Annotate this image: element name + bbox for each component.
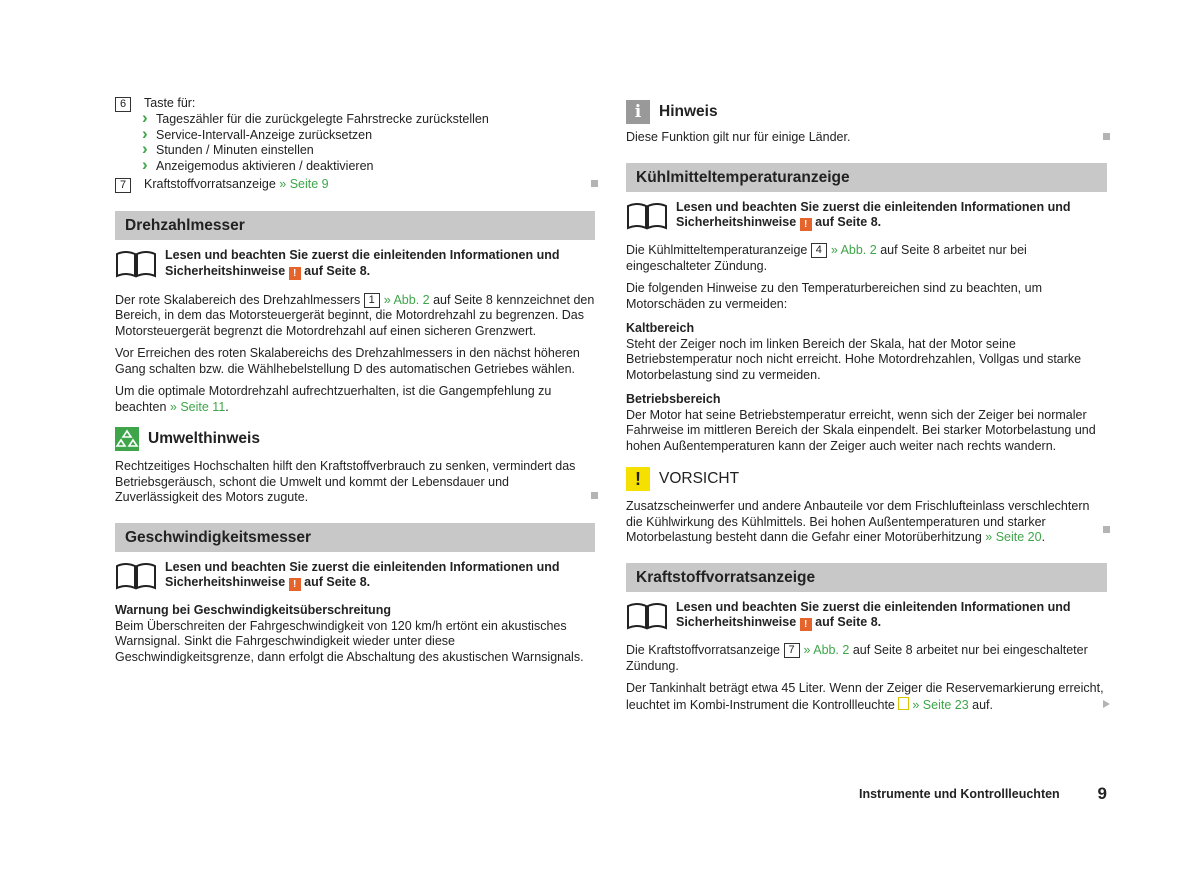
note-title: Hinweis bbox=[659, 103, 718, 121]
warning-icon: ! bbox=[289, 267, 301, 280]
text: Die Kraftstoffvorratsanzeige bbox=[626, 643, 781, 657]
figure-link[interactable]: » Abb. 2 bbox=[383, 292, 430, 307]
caution-title: VORSICHT bbox=[659, 470, 740, 488]
paragraph bbox=[626, 681, 1107, 713]
text: Um die optimale Motordrehzahl aufrechtzuerhalten, ist die Gangempfehlung zu beachten bbox=[115, 384, 552, 414]
paragraph bbox=[626, 499, 1107, 546]
paragraph: Vor Erreichen des roten Skalabereichs des Drehzahlmessers in den nächst höheren Gang schalten bzw. die Wählhebelstellung D des automatischen Getriebes wählen. bbox=[115, 346, 580, 376]
read-first-text: Lesen und beachten Sie zuerst die einleitenden Informationen und Sicherheitshinweise bbox=[676, 599, 1071, 629]
page-link[interactable]: » Seite 23 bbox=[912, 697, 969, 712]
caution-header bbox=[626, 467, 1107, 491]
paragraph: Steht der Zeiger noch im linken Bereich der Skala, hat der Motor seine Betriebstemperatur noch nicht erreicht. Hohe Motordrehzahlen, Vollgas und starke Motorbelastung sind zu vermeiden. bbox=[626, 336, 1082, 382]
page-link[interactable]: » Seite 9 bbox=[279, 177, 329, 191]
read-first-text: Lesen und beachten Sie zuerst die einleitenden Informationen und Sicherheitshinweise bbox=[165, 248, 560, 278]
list-item: › Stunden / Minuten einstellen bbox=[142, 143, 595, 159]
fuel-paragraph-block bbox=[626, 681, 1107, 713]
warning-icon: ! bbox=[800, 618, 812, 631]
legend-sublist bbox=[142, 112, 595, 174]
page-link[interactable]: » Seite 20 bbox=[985, 530, 1042, 544]
paragraph: Die folgenden Hinweise zu den Temperaturbereichen sind zu beachten, um Motorschäden zu vermeiden: bbox=[626, 281, 1042, 311]
text: auf Seite 8 arbeitet nur bei eingeschalteter Zündung. bbox=[626, 643, 1088, 673]
paragraph: Diese Funktion gilt nur für einige Länder. bbox=[626, 130, 851, 144]
warning-icon: ! bbox=[800, 218, 812, 231]
section-header-geschwindigkeitsmesser: Geschwindigkeitsmesser bbox=[115, 523, 595, 552]
text: auf Seite 8 arbeitet nur bei eingeschalteter Zündung. bbox=[626, 243, 1027, 273]
environment-note-header bbox=[115, 427, 595, 451]
read-first-tail: auf Seite 8. bbox=[815, 615, 882, 629]
callout-number: 6 bbox=[115, 97, 131, 112]
caution-icon: ! bbox=[626, 467, 650, 491]
text: Der Tankinhalt beträgt etwa 45 Liter. Wenn der Zeiger die Reservemarkierung erreicht, leuchtet im Kombi-Instrument die Kontrollleuchte bbox=[626, 681, 1104, 712]
paragraph: Rechtzeitiges Hochschalten hilft den Kraftstoffverbrauch zu senken, vermindert das Betriebsgeräusch, schont die Umwelt und kommt der Lebensdauer und Zuverlässigkeit des Motors zugute. bbox=[115, 459, 576, 504]
read-first-text: Lesen und beachten Sie zuerst die einleitenden Informationen und Sicherheitshinweise bbox=[676, 199, 1071, 229]
read-first-box bbox=[115, 560, 595, 592]
read-first-box bbox=[115, 248, 595, 280]
page-link[interactable]: » Seite 11 bbox=[169, 399, 226, 414]
chapter-title: Instrumente und Kontrollleuchten bbox=[859, 787, 1060, 801]
right-column bbox=[626, 100, 1107, 713]
environment-icon bbox=[115, 427, 139, 451]
paragraph: Beim Überschreiten der Fahrgeschwindigkeit von 120 km/h ertönt ein akustisches Warnsignal. Sinkt die Fahrgeschwindigkeit wieder unter diese Geschwindigkeitsgrenze, dann erfolgt die Abschaltung des akustischen Warnsignals. bbox=[115, 618, 584, 664]
read-first-box bbox=[626, 200, 1107, 232]
text: Zusatzscheinwerfer und andere Anbauteile vor dem Frischlufteinlass verschlechtern die Kühlwirkung des Kühlmittels. Bei hohen Außentemperaturen und starker Motorbelastung besteht dann die Gefahr einer Motorüberhitzung bbox=[626, 499, 1090, 544]
section-header-drehzahlmesser: Drehzahlmesser bbox=[115, 211, 595, 240]
list-item: › Service-Intervall-Anzeige zurücksetzen bbox=[142, 128, 595, 144]
callout-number: 7 bbox=[115, 178, 131, 193]
list-item: › Anzeigemodus aktivieren / deaktivieren bbox=[142, 159, 595, 175]
info-icon: i bbox=[626, 100, 650, 124]
paragraph bbox=[626, 643, 1107, 674]
list-item: › Tageszähler für die zurückgelegte Fahrstrecke zurückstellen bbox=[142, 112, 595, 128]
continue-arrow-icon bbox=[1103, 700, 1110, 708]
legend-block bbox=[115, 96, 595, 193]
legend-label: Taste für: bbox=[144, 96, 196, 110]
legend-item-7 bbox=[115, 177, 595, 193]
read-first-tail: auf Seite 8. bbox=[304, 575, 371, 589]
caution-note bbox=[626, 499, 1107, 546]
note-title: Umwelthinweis bbox=[148, 430, 260, 448]
figure-link[interactable]: » Abb. 2 bbox=[803, 643, 850, 657]
subheading: Warnung bei Geschwindigkeitsüberschreitung bbox=[115, 603, 391, 617]
note bbox=[626, 130, 1107, 146]
text: auf. bbox=[972, 697, 994, 712]
paragraph bbox=[115, 293, 595, 340]
paragraph bbox=[115, 384, 595, 415]
text: . bbox=[1041, 530, 1046, 544]
text: . bbox=[225, 399, 229, 414]
read-first-box bbox=[626, 600, 1107, 632]
subheading: Kaltbereich bbox=[626, 321, 695, 335]
fuel-warning-icon bbox=[898, 697, 909, 710]
end-marker bbox=[1103, 526, 1110, 533]
end-marker bbox=[591, 492, 598, 499]
legend-item-6 bbox=[115, 96, 595, 112]
left-column bbox=[115, 96, 595, 665]
page-number: 9 bbox=[1097, 784, 1107, 803]
note-header bbox=[626, 100, 1107, 124]
paragraph: Der Motor hat seine Betriebstemperatur erreicht, wenn sich der Zeiger bei normaler Fahrweise im mittleren Bereich der Skala einpendelt. Bei starker Motorbelastung und hohen Außentemperaturen kann der Zeiger auch weiter nach rechts wandern. bbox=[626, 407, 1096, 453]
figure-link[interactable]: » Abb. 2 bbox=[830, 243, 877, 257]
end-marker bbox=[1103, 133, 1110, 140]
legend-label: Kraftstoffvorratsanzeige bbox=[144, 177, 276, 191]
text: Der rote Skalabereich des Drehzahlmessers bbox=[115, 292, 361, 307]
subheading: Betriebsbereich bbox=[626, 392, 721, 406]
end-marker bbox=[591, 180, 598, 187]
section-header-kraftstoffvorratsanzeige: Kraftstoffvorratsanzeige bbox=[626, 563, 1107, 592]
section-header-kuehlmitteltemperaturanzeige: Kühlmitteltemperaturanzeige bbox=[626, 163, 1107, 192]
read-first-tail: auf Seite 8. bbox=[304, 263, 371, 278]
callout-number: 1 bbox=[364, 293, 380, 308]
book-icon bbox=[115, 561, 157, 590]
read-first-text: Lesen und beachten Sie zuerst die einleitenden Informationen und Sicherheitshinweise bbox=[165, 559, 560, 589]
book-icon bbox=[626, 201, 668, 230]
page-footer bbox=[859, 784, 1107, 803]
paragraph bbox=[626, 243, 1107, 274]
callout-number: 7 bbox=[784, 643, 800, 658]
book-icon bbox=[626, 601, 668, 630]
callout-number: 4 bbox=[811, 243, 827, 258]
text: auf Seite 8 kennzeichnet den Bereich, in dem das Motorsteuergerät beginnt, die Motordrehzahl zu begrenzen. Das Motorsteuergerät begrenzt die Motordrehzahl auf einen sicheren Grenzwert. bbox=[115, 292, 595, 338]
read-first-tail: auf Seite 8. bbox=[815, 215, 882, 229]
text: Die Kühlmitteltemperaturanzeige bbox=[626, 243, 808, 257]
environment-note bbox=[115, 459, 595, 506]
warning-icon: ! bbox=[289, 578, 301, 591]
book-icon bbox=[115, 249, 157, 278]
